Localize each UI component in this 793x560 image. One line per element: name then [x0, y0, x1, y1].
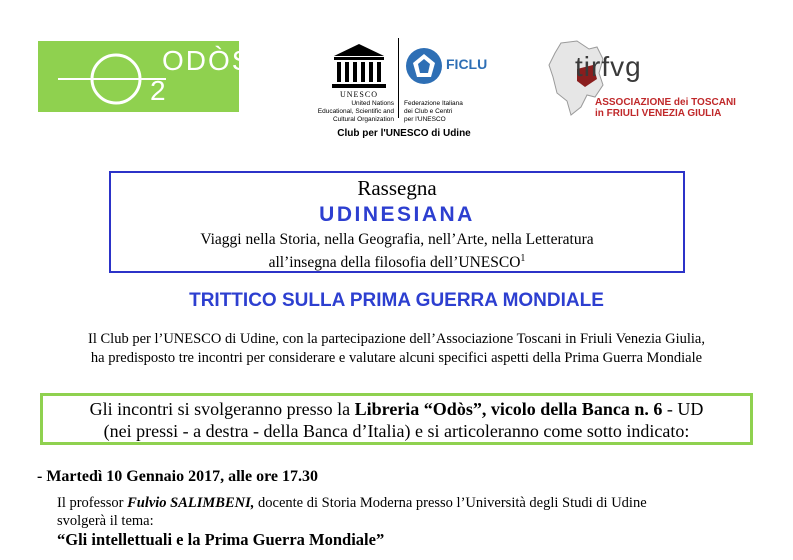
event-topic: “Gli intellettuali e la Prima Guerra Mondiale”: [57, 530, 385, 549]
unesco-full-name: United Nations Educational, Scientific and Cultural Organization: [317, 100, 394, 123]
subtitle-line-1: Viaggi nella Storia, nella Geografia, nell’Arte, nella Letteratura: [200, 231, 594, 248]
toscani-logo: [547, 39, 752, 121]
venue-line-2: (nei pressi - a destra - della Banca d’Italia) e si articoleranno come sotto indicato:: [103, 421, 690, 441]
venue-name: Libreria “Odòs”, vicolo della Banca n. 6: [354, 399, 663, 419]
page-heading: TRITTICO SULLA PRIMA GUERRA MONDIALE: [189, 290, 604, 311]
venue-info-box: [40, 393, 753, 445]
intro-line-2: ha predisposto tre incontri per considerare e valutare alcuni specifici aspetti della Prima Guerra Mondiale: [90, 350, 703, 366]
toscani-name-line2: in FRIULI VENEZIA GIULIA: [595, 108, 722, 119]
toscani-name-line1: ASSOCIAZIONE dei TOSCANI: [595, 97, 736, 108]
unesco-ficlu-logo: [292, 34, 508, 144]
speaker-name: Fulvio SALIMBENI,: [127, 495, 255, 511]
venue-line-1: Gli incontri si svolgeranno presso la Libreria “Odòs”, vicolo della Banca n. 6 - UD: [89, 399, 704, 419]
rassegna-label: Rassegna: [357, 176, 437, 200]
ficlu-emblem-icon: [404, 46, 444, 86]
series-name: UDINESIANA: [319, 203, 475, 226]
title-box: [109, 171, 685, 273]
footnote-marker: 1: [520, 253, 526, 264]
odos-logo-subscript: 2: [150, 75, 166, 106]
logo-divider: [398, 38, 399, 118]
event-speaker-line: Il professor Fulvio SALIMBENI, docente di Storia Moderna presso l’Università degli Studi di Udine: [57, 495, 647, 511]
toscani-wordmark: tirfvg: [575, 51, 642, 82]
club-label: Club per l'UNESCO di Udine: [337, 128, 471, 139]
odos-logo-text: ODÒS: [162, 45, 253, 76]
odos-logo: [38, 41, 253, 112]
event-date: - Martedì 10 Gennaio 2017, alle ore 17.30: [37, 468, 318, 485]
unesco-temple-icon: [330, 42, 388, 90]
event-theme-intro: svolgerà il tema:: [57, 513, 154, 529]
subtitle-line-2: all’insegna della filosofia dell’UNESCO$^1$: [268, 253, 526, 272]
ficlu-full-name: Federazione Italiana dei Club e Centri per l'UNESCO: [404, 100, 463, 123]
unesco-emblem-label: UNESCO: [339, 90, 378, 99]
ficlu-label: FICLU: [446, 56, 488, 72]
intro-line-1: Il Club per l’UNESCO di Udine, con la partecipazione dell’Associazione Toscani in Friuli Venezia Giulia,: [88, 331, 705, 347]
